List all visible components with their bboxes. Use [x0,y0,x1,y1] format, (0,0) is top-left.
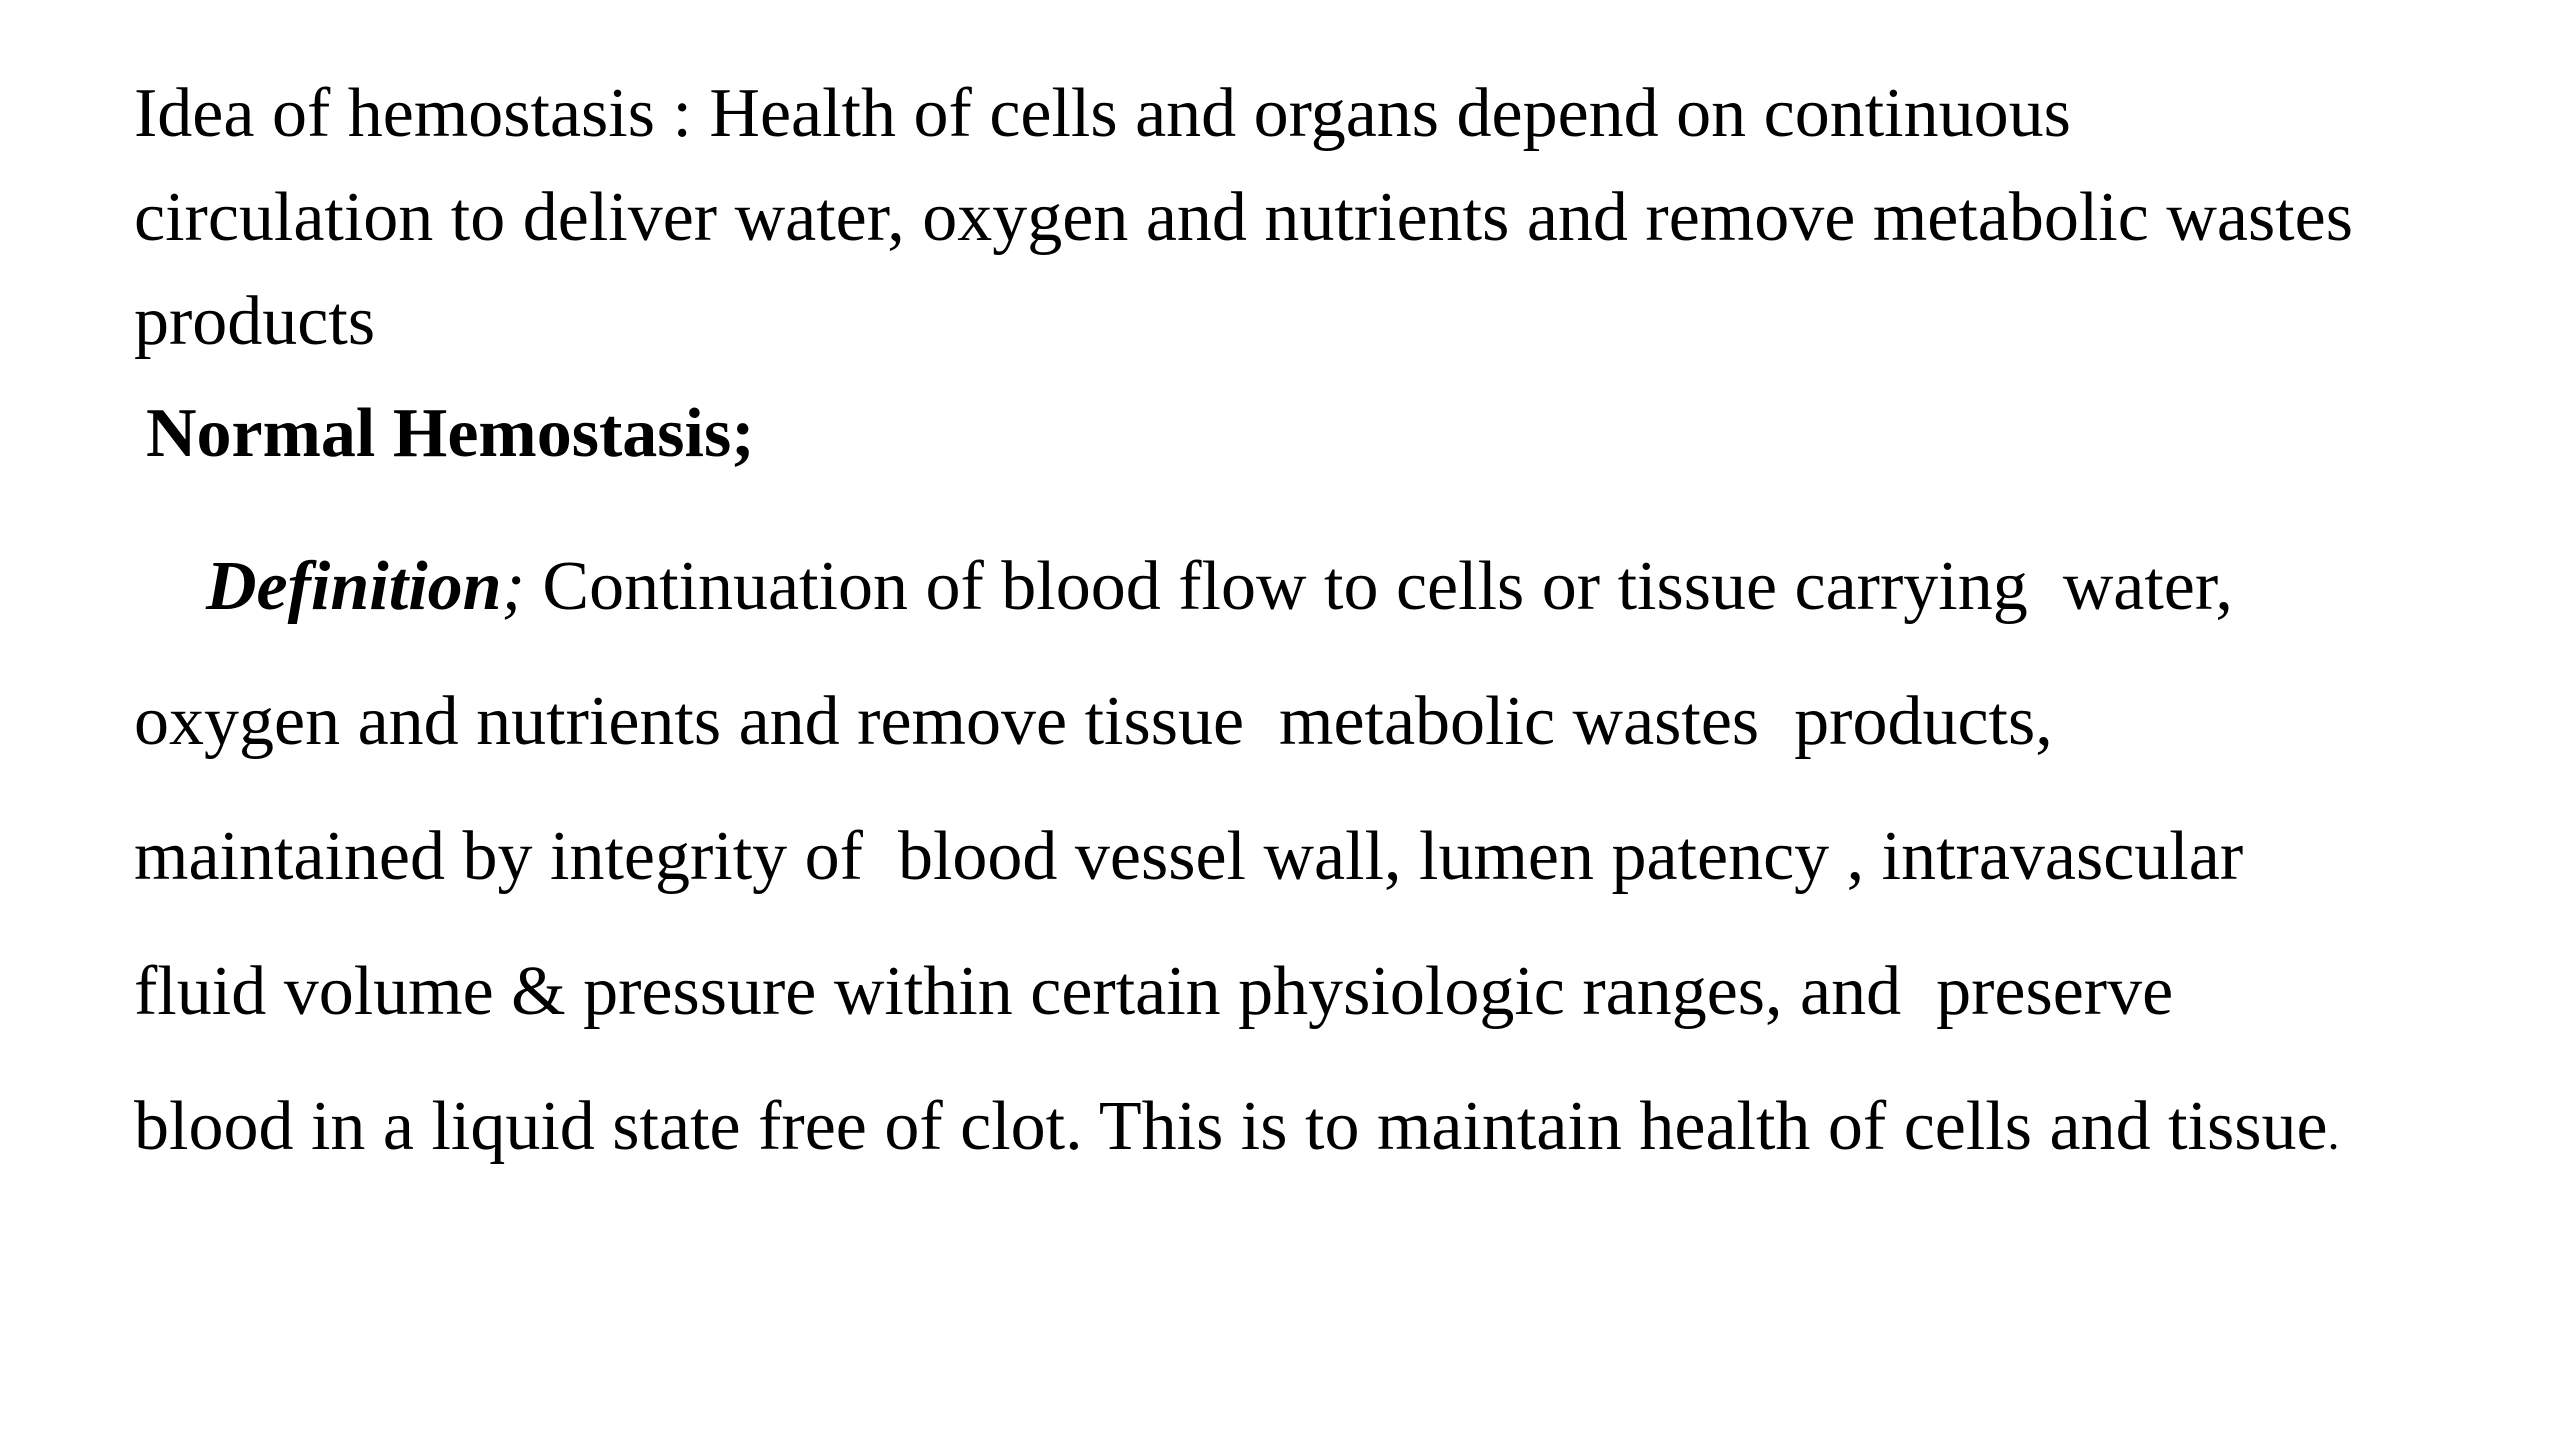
definition-term: Definition [206,548,502,625]
definition-final-period: . [2327,1107,2340,1160]
definition-first-line-text: Continuation of blood flow to cells or tissue carrying water, [542,548,2233,625]
definition-line: fluid volume & pressure within certain physiologic ranges, and preserve [134,953,2174,1030]
definition-separator: ; [501,548,543,625]
intro-line: circulation to deliver water, oxygen and nutrients and remove metabolic wastes [134,179,2353,256]
definition-first-line [134,519,2554,654]
definition-line: maintained by integrity of blood vessel wall, lumen patency , intravascular [134,818,2244,895]
intro-line: products [134,283,376,360]
definition-last-line-text: blood in a liquid state free of clot. This is to maintain health of cells and tissue [134,1088,2328,1165]
intro-line: Idea of hemostasis : Health of cells and organs depend on continuous [134,75,2071,152]
section-heading: Normal Hemostasis; [146,395,755,472]
intro-paragraph [134,62,2554,374]
definition-line: oxygen and nutrients and remove tissue metabolic wastes products, [134,683,2053,760]
definition-last-line [134,1059,2554,1201]
definition-paragraph [134,519,2554,1201]
